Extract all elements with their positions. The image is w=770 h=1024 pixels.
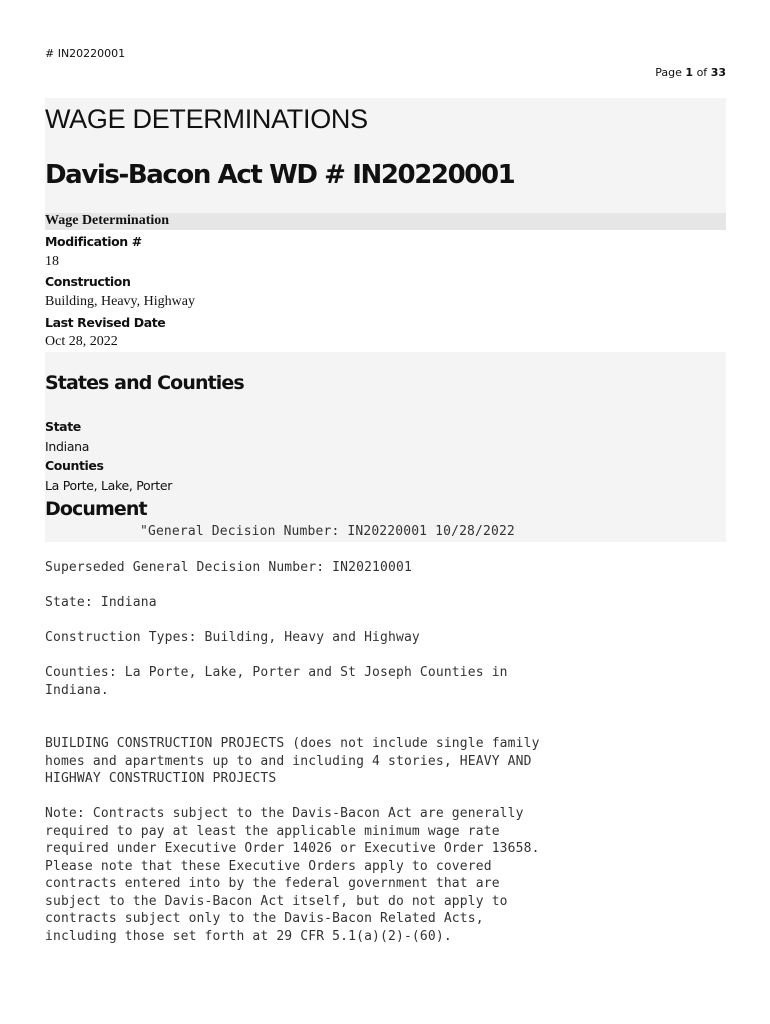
page-of: of (693, 66, 711, 79)
general-decision-line: "General Decision Number: IN20220001 10/28/2022 (140, 524, 515, 539)
state-label: State (45, 419, 81, 434)
revised-date-label: Last Revised Date (45, 315, 166, 330)
states-counties-heading: States and Counties (45, 372, 244, 394)
page-current: 1 (685, 66, 694, 79)
construction-value: Building, Heavy, Highway (45, 294, 195, 309)
page-number (655, 66, 726, 79)
state-value: Indiana (45, 439, 90, 454)
construction-types-line: Construction Types: Building, Heavy and Highway (45, 630, 420, 645)
superseded-line: Superseded General Decision Number: IN20210001 (45, 560, 412, 575)
page-total: 33 (710, 66, 726, 79)
state-line: State: Indiana (45, 595, 157, 610)
construction-label: Construction (45, 274, 131, 289)
modification-value: 18 (45, 254, 59, 269)
note-paragraph: Note: Contracts subject to the Davis-Bacon Act are generally required to pay at least the applicable minimum wage rate required under Executive Order 14026 or Executive Order 13658. Please note that these Executive Orders apply to covered contracts entered into by the federal government that are subject to the Davis-Bacon Act itself, but do not apply to contracts subject only to the Davis-Bacon Related Acts, including those set forth at 29 CFR 5.1(a)(2)-(60). (45, 806, 540, 944)
counties-label: Counties (45, 458, 104, 473)
counties-paragraph: Counties: La Porte, Lake, Porter and St Joseph Counties in Indiana. (45, 665, 508, 698)
document-heading: Document (45, 498, 147, 520)
page-title: WAGE DETERMINATIONS (45, 104, 368, 134)
page-subtitle: Davis-Bacon Act WD # IN20220001 (45, 160, 515, 190)
projects-paragraph: BUILDING CONSTRUCTION PROJECTS (does not include single family homes and apartments up to and including 4 stories, HEAVY AND HIGHWAY CONSTRUCTION PROJECTS (45, 736, 540, 786)
header-document-id: # IN20220001 (45, 47, 126, 60)
revised-date-value: Oct 28, 2022 (45, 334, 118, 349)
counties-value: La Porte, Lake, Porter (45, 478, 173, 493)
modification-label: Modification # (45, 234, 142, 249)
page-prefix: Page (655, 66, 686, 79)
wage-determination-label: Wage Determination (45, 213, 170, 228)
